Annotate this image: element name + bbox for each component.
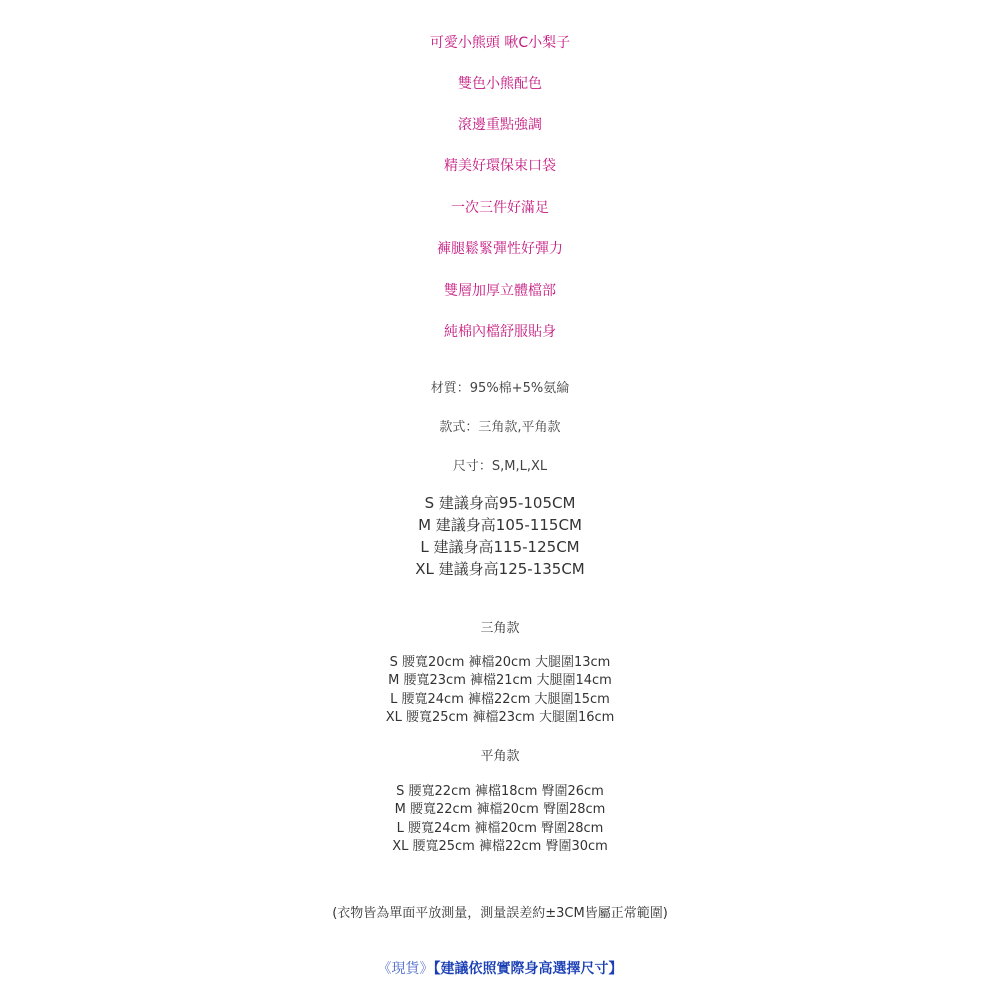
triangle-size-row: L 腰寬24cm 褲檔22cm 大腿圍15cm xyxy=(390,692,610,707)
boxer-size-row: L 腰寬24cm 褲檔20cm 臀圍28cm xyxy=(396,821,604,836)
triangle-size-row: S 腰寬20cm 褲檔20cm 大腿圍13cm xyxy=(389,655,611,670)
size-advice-label: 【建議依照實際身高選擇尺寸】 xyxy=(433,961,623,977)
size-height-row: L 建議身高115-125CM xyxy=(420,538,580,556)
triangle-size-row: M 腰寬23cm 褲檔21cm 大腿圍14cm xyxy=(388,673,612,688)
highlight-line: 一次三件好滿足 xyxy=(451,200,549,216)
highlight-line: 純棉內檔舒服貼身 xyxy=(444,324,556,340)
triangle-size-row: XL 腰寬25cm 褲檔23cm 大腿圍16cm xyxy=(385,710,615,725)
highlight-line: 褲腿鬆緊彈性好彈力 xyxy=(437,241,563,257)
size-height-row: S 建議身高95-105CM xyxy=(424,494,576,512)
highlight-line: 滾邊重點強調 xyxy=(458,117,542,133)
style-spec: 款式：三角款,平角款 xyxy=(439,420,561,435)
triangle-style-title: 三角款 xyxy=(480,621,520,636)
footer-line xyxy=(0,958,1000,978)
material-spec: 材質：95%棉+5%氨綸 xyxy=(430,381,570,396)
boxer-size-row: S 腰寬22cm 褲檔18cm 臀圍26cm xyxy=(396,784,604,799)
boxer-size-row: M 腰寬22cm 褲檔20cm 臀圍28cm xyxy=(394,802,606,817)
boxer-size-row: XL 腰寬25cm 褲檔22cm 臀圍30cm xyxy=(392,839,608,854)
measurement-note: (衣物皆為單面平放測量，測量誤差約±3CM皆屬正常範圍) xyxy=(332,906,668,921)
in-stock-label: 《現貨》 xyxy=(377,961,434,977)
size-height-row: M 建議身高105-115CM xyxy=(418,516,582,534)
size-spec: 尺寸：S,M,L,XL xyxy=(452,459,548,474)
highlight-line: 雙色小熊配色 xyxy=(458,76,542,92)
highlight-line: 可愛小熊頭 啾C小梨子 xyxy=(429,35,571,51)
highlight-line: 雙層加厚立體檔部 xyxy=(444,283,556,299)
size-height-row: XL 建議身高125-135CM xyxy=(415,560,585,578)
highlight-line: 精美好環保束口袋 xyxy=(444,158,556,174)
boxer-style-title: 平角款 xyxy=(480,749,520,764)
